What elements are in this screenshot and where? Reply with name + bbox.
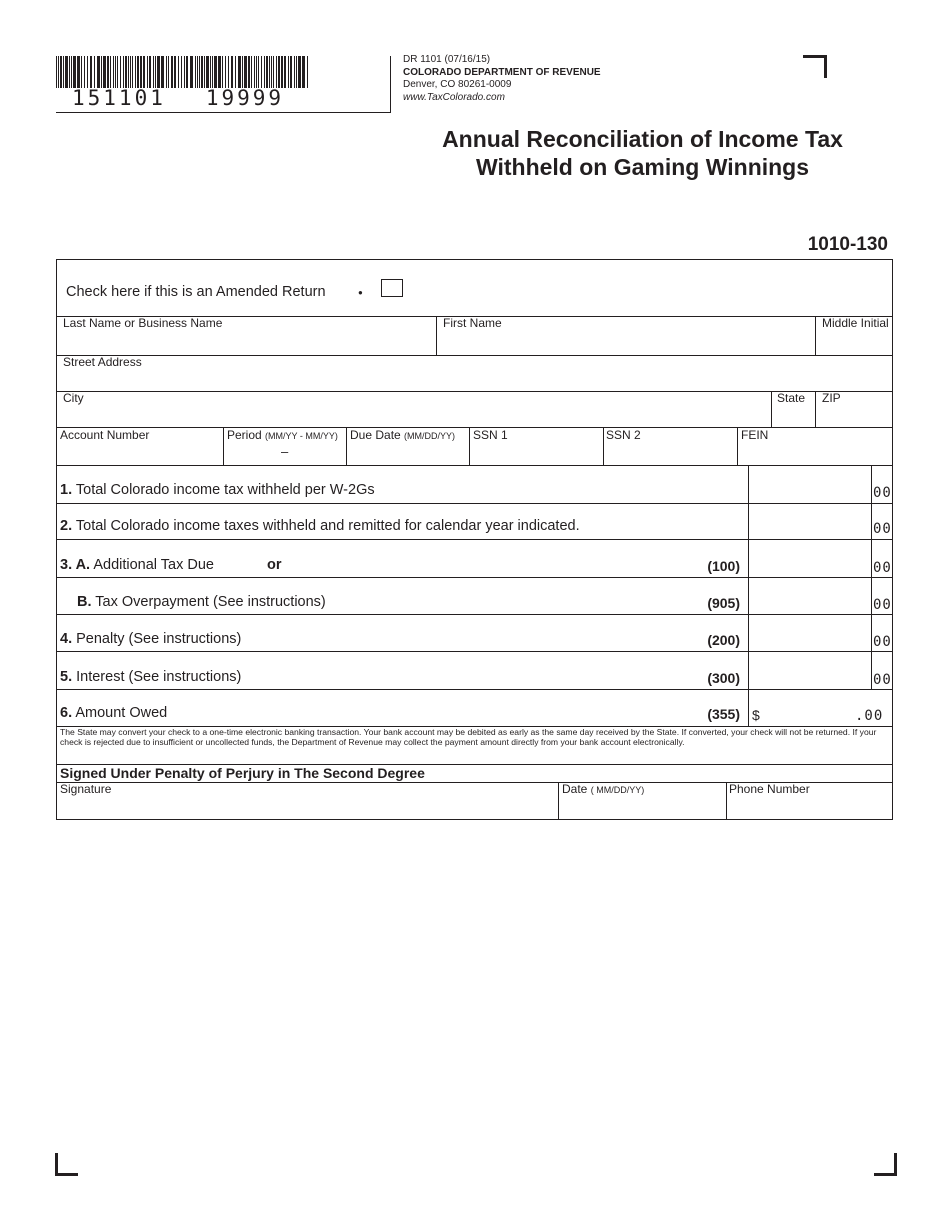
line-6-code: (355) xyxy=(707,706,740,722)
barcode-bar xyxy=(212,56,213,88)
barcode-bar xyxy=(140,56,142,88)
barcode-bar xyxy=(210,56,211,88)
account-number-label: Account Number xyxy=(60,428,150,442)
barcode-bar xyxy=(157,56,160,88)
barcode-bar xyxy=(63,56,64,88)
line-2-cents: 00 xyxy=(873,521,892,537)
barcode-bar xyxy=(58,56,59,88)
barcode-bar xyxy=(60,56,62,88)
form-id: DR 1101 (07/16/15) xyxy=(403,54,491,65)
rule xyxy=(346,427,347,465)
barcode-bar xyxy=(276,56,277,88)
barcode-bar xyxy=(97,56,100,88)
line-5-code: (300) xyxy=(707,670,740,686)
rule xyxy=(603,427,604,465)
line-5-amount-field[interactable] xyxy=(752,671,871,689)
barcode-bar xyxy=(113,56,114,88)
barcode-bar xyxy=(222,56,223,88)
disclaimer-text: The State may convert your check to a one-time electronic banking transaction. Your bank account may be debited as early as the same day received by the State. If converted, your check will not be returned. If your check is rejected due to insufficient or uncollected funds, the Department of Revenue may collect the payment amount directly from your bank account electronically. xyxy=(60,727,877,747)
barcode-bar xyxy=(143,56,145,88)
barcode-bar xyxy=(264,56,265,88)
account-number-field[interactable] xyxy=(60,444,222,464)
line-4-code: (200) xyxy=(707,632,740,648)
barcode-bar xyxy=(155,56,156,88)
barcode-bar xyxy=(135,56,136,88)
line-1-number: 1. xyxy=(60,482,73,498)
barcode-bar xyxy=(302,56,305,88)
barcode-bar xyxy=(271,56,272,88)
barcode-bar xyxy=(281,56,283,88)
barcode-bar xyxy=(266,56,268,88)
phone-label: Phone Number xyxy=(729,782,810,796)
barcode-number-right: 19999 xyxy=(205,86,285,110)
barcode-bar xyxy=(123,56,124,88)
street-address-label: Street Address xyxy=(63,355,142,369)
barcode-bar xyxy=(81,56,82,88)
due-date-label xyxy=(350,428,455,442)
due-date-label-text: Due Date xyxy=(350,428,401,442)
barcode-bar xyxy=(115,56,116,88)
signature-label: Signature xyxy=(60,782,112,796)
barcode-bar xyxy=(178,56,179,88)
period-label xyxy=(227,428,338,442)
city-label: City xyxy=(63,391,84,405)
line-3a-number: 3. A. xyxy=(60,557,91,573)
line-6-number: 6. xyxy=(60,705,73,721)
barcode-bar xyxy=(168,56,169,88)
barcode-bar xyxy=(84,56,85,88)
due-date-field[interactable] xyxy=(350,444,468,464)
barcode-bar xyxy=(195,56,196,88)
city-field[interactable] xyxy=(62,406,770,427)
barcode-bar xyxy=(65,56,68,88)
rule xyxy=(815,316,816,355)
barcode-image xyxy=(56,56,310,88)
line-3b xyxy=(77,594,326,610)
barcode-bar xyxy=(56,56,57,88)
barcode-bar xyxy=(166,56,167,88)
rule xyxy=(56,355,893,356)
fein-label: FEIN xyxy=(741,428,769,442)
last-name-label: Last Name or Business Name xyxy=(63,316,223,330)
rule xyxy=(771,391,772,427)
barcode-bar xyxy=(73,56,76,88)
first-name-field[interactable] xyxy=(442,332,814,354)
barcode-bar xyxy=(171,56,173,88)
form-title-line1: Annual Reconciliation of Income Tax xyxy=(442,126,843,152)
ssn1-field[interactable] xyxy=(473,444,602,464)
barcode-bar xyxy=(186,56,188,88)
line-4-number: 4. xyxy=(60,631,73,647)
barcode-bar xyxy=(244,56,247,88)
barcode-bar xyxy=(153,56,154,88)
middle-initial-label: Middle Initial xyxy=(822,316,889,330)
barcode-bar xyxy=(110,56,111,88)
phone-field[interactable] xyxy=(729,798,893,818)
barcode-bar xyxy=(273,56,274,88)
agency-block xyxy=(403,54,601,104)
line-1 xyxy=(60,482,375,498)
department-address: Denver, CO 80261-0009 xyxy=(403,79,512,90)
ssn1-label: SSN 1 xyxy=(473,428,508,442)
line-6-cents: .00 xyxy=(855,708,884,724)
barcode-bar xyxy=(238,56,241,88)
rule xyxy=(56,539,893,540)
zip-label: ZIP xyxy=(822,391,841,405)
barcode-bar xyxy=(69,56,70,88)
barcode-bar xyxy=(288,56,289,88)
rule xyxy=(436,316,437,355)
barcode-bar xyxy=(181,56,182,88)
barcode-bar xyxy=(199,56,200,88)
date-hint: ( MM/DD/YY) xyxy=(590,785,645,795)
rule xyxy=(748,465,749,726)
line-3a-or: or xyxy=(267,557,282,573)
barcode-bar xyxy=(190,56,193,88)
ssn2-label: SSN 2 xyxy=(606,428,641,442)
line-2-amount-field[interactable] xyxy=(752,520,871,538)
line-5-text: Interest (See instructions) xyxy=(76,669,242,685)
rule xyxy=(56,614,893,615)
state-label: State xyxy=(777,391,806,405)
line-4-amount-field[interactable] xyxy=(752,633,871,651)
barcode-bar xyxy=(120,56,121,88)
rule xyxy=(469,427,470,465)
last-name-field[interactable] xyxy=(62,332,434,354)
rule xyxy=(56,503,893,504)
period-hint: (MM/YY - MM/YY) xyxy=(265,431,338,441)
zip-field[interactable] xyxy=(821,406,893,427)
fein-field[interactable] xyxy=(741,444,893,464)
barcode-bar xyxy=(206,56,209,88)
barcode-bar xyxy=(254,56,255,88)
barcode-bar xyxy=(103,56,106,88)
header-divider xyxy=(390,56,391,113)
line-2-text: Total Colorado income taxes withheld and remitted for calendar year indicated. xyxy=(75,518,580,534)
period-dash: – xyxy=(281,444,289,459)
barcode-bar xyxy=(284,56,286,88)
barcode-bar xyxy=(90,56,92,88)
date-field[interactable] xyxy=(562,798,726,818)
rule xyxy=(726,782,727,820)
corner-mark-top-right xyxy=(803,55,827,78)
first-name-label: First Name xyxy=(443,316,502,330)
line-1-amount-field[interactable] xyxy=(752,484,871,502)
form-title-line2: Withheld on Gaming Winnings xyxy=(475,154,810,180)
line-5-cents: 00 xyxy=(873,672,892,688)
form-title xyxy=(400,125,885,181)
rule xyxy=(558,782,559,820)
date-label-text: Date xyxy=(562,782,588,796)
line-4-text: Penalty (See instructions) xyxy=(76,631,242,647)
middle-initial-field[interactable] xyxy=(821,332,893,354)
barcode-number xyxy=(72,86,284,110)
barcode-bar xyxy=(130,56,131,88)
line-2-number: 2. xyxy=(60,518,73,534)
barcode-bar xyxy=(251,56,252,88)
barcode-bar xyxy=(204,56,205,88)
ssn2-field[interactable] xyxy=(606,444,736,464)
rule xyxy=(56,651,893,652)
form-number: 1010-130 xyxy=(807,234,888,255)
line-6 xyxy=(60,705,167,721)
barcode-bar xyxy=(225,56,226,88)
line-3a-text: Additional Tax Due xyxy=(93,557,214,573)
barcode-bar xyxy=(137,56,139,88)
barcode-bar xyxy=(107,56,109,88)
barcode-bar xyxy=(201,56,203,88)
barcode-bar xyxy=(174,56,176,88)
barcode-bar xyxy=(228,56,229,88)
line-3b-number: B. xyxy=(77,594,92,610)
line-6-text: Amount Owed xyxy=(75,705,168,721)
barcode-bar xyxy=(87,56,88,88)
website-link[interactable]: www.TaxColorado.com xyxy=(403,91,505,103)
barcode-bar xyxy=(298,56,301,88)
line-3b-cents: 00 xyxy=(873,597,892,613)
due-date-hint: (MM/DD/YY) xyxy=(404,431,456,441)
barcode-bar xyxy=(125,56,127,88)
barcode-bar xyxy=(132,56,133,88)
barcode-bar xyxy=(242,56,243,88)
barcode-bar xyxy=(117,56,118,88)
barcode-bar xyxy=(235,56,236,88)
barcode-bar xyxy=(214,56,217,88)
barcode-bar xyxy=(128,56,129,88)
line-3a-cents: 00 xyxy=(873,560,892,576)
barcode-bar xyxy=(294,56,295,88)
barcode-bar xyxy=(261,56,262,88)
barcode-bar xyxy=(218,56,221,88)
amended-return-checkbox[interactable] xyxy=(381,279,403,297)
barcode-bar xyxy=(147,56,148,88)
barcode-bar xyxy=(248,56,250,88)
corner-mark-bottom-left xyxy=(55,1153,78,1176)
signature-field[interactable] xyxy=(60,798,558,818)
line-5-number: 5. xyxy=(60,669,73,685)
line-3a xyxy=(60,557,214,573)
barcode-bar xyxy=(184,56,185,88)
barcode-bar xyxy=(256,56,257,88)
barcode-bar xyxy=(71,56,72,88)
corner-mark-bottom-right xyxy=(874,1153,897,1176)
barcode-bar xyxy=(101,56,102,88)
barcode-number-left: 151101 xyxy=(72,86,166,110)
rule xyxy=(56,689,893,690)
line-3b-code: (905) xyxy=(707,595,740,611)
period-start-field[interactable] xyxy=(228,446,282,465)
state-field[interactable] xyxy=(776,406,816,427)
barcode-bar xyxy=(307,56,308,88)
barcode-bar xyxy=(258,56,259,88)
dollar-sign: $ xyxy=(752,707,760,723)
barcode-bar xyxy=(278,56,280,88)
barcode-bar xyxy=(296,56,297,88)
period-end-field[interactable] xyxy=(292,446,346,465)
line-3b-text: Tax Overpayment (See instructions) xyxy=(95,594,326,610)
barcode-bar xyxy=(94,56,95,88)
barcode xyxy=(56,56,310,88)
street-address-field[interactable] xyxy=(62,370,886,391)
period-label-text: Period xyxy=(227,428,262,442)
barcode-bar xyxy=(197,56,198,88)
line-6-amount-field[interactable] xyxy=(765,708,859,726)
barcode-bar xyxy=(149,56,151,88)
line-3b-amount-field[interactable] xyxy=(752,596,871,614)
line-4 xyxy=(60,631,241,647)
line-3a-amount-field[interactable] xyxy=(752,559,871,577)
date-label xyxy=(562,782,644,796)
line-3a-code: (100) xyxy=(707,558,740,574)
rule xyxy=(56,465,893,466)
barcode-bar xyxy=(231,56,233,88)
rule xyxy=(223,427,224,465)
amended-return-label: Check here if this is an Amended Return xyxy=(66,284,326,300)
line-5 xyxy=(60,669,241,685)
line-1-cents: 00 xyxy=(873,485,892,501)
rule xyxy=(737,427,738,465)
line-2 xyxy=(60,518,580,534)
line-1-text: Total Colorado income tax withheld per W-2Gs xyxy=(75,482,375,498)
rule xyxy=(56,577,893,578)
signature-heading: Signed Under Penalty of Perjury in The Second Degree xyxy=(60,765,425,781)
barcode-bar xyxy=(269,56,270,88)
barcode-bar xyxy=(290,56,292,88)
rule xyxy=(56,391,893,392)
department-name: COLORADO DEPARTMENT OF REVENUE xyxy=(403,66,601,78)
barcode-underline xyxy=(56,112,390,113)
barcode-bar xyxy=(161,56,164,88)
line-4-cents: 00 xyxy=(873,634,892,650)
bullet-icon: ● xyxy=(358,288,363,297)
barcode-bar xyxy=(77,56,80,88)
